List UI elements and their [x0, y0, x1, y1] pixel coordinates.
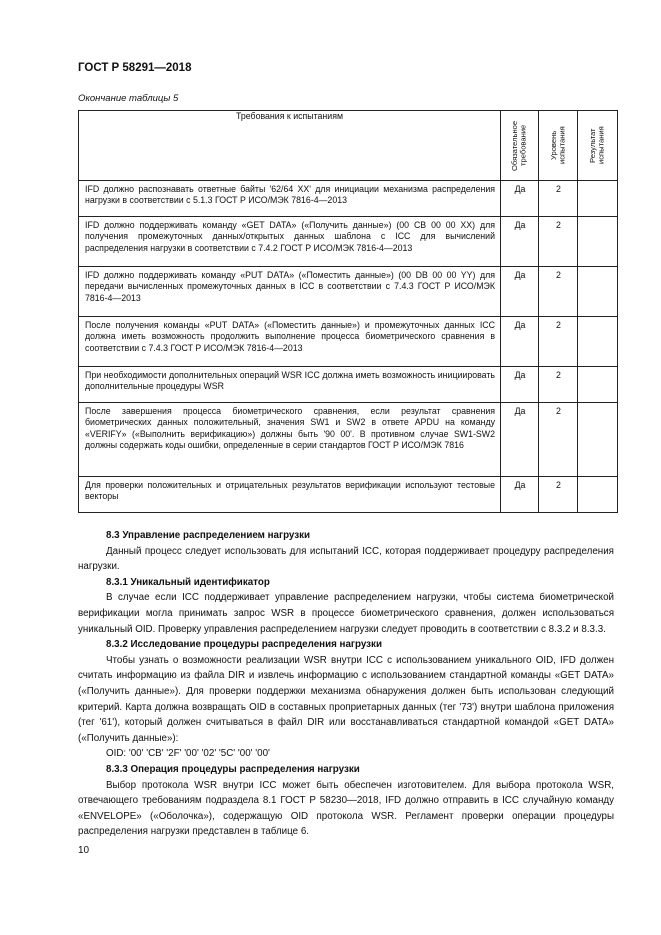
requirement-text: IFD должно поддерживать команду «PUT DATA» («Поместить данные») (00 DB 00 00 YY) для передачи вычисленных промежуточных данных в ICC в соответствии с 7.4.3 ГОСТ Р ИСО/МЭК 7816-4—2013	[79, 267, 501, 317]
table-row	[79, 181, 618, 217]
requirement-text: IFD должно распознавать ответные байты '62/64 XX' для инициации механизма распределения нагрузки в соответствии с 5.1.3 ГОСТ Р ИСО/МЭК 7816-4—2013	[79, 181, 501, 217]
paragraph: Выбор протокола WSR внутри ICC может быть обеспечен изготовителем. Для выбора протокола WSR, отвечающего требованиям подраздела 8.1 ГОСТ Р 58230—2018, IFD должно отправить в ICC случайную команду «ENVELOPE» («Оболочка»), содержащую OID протокола WSR. Регламент проверки операции процедуры распределения нагрузки представлен в таблице 6.	[78, 779, 614, 838]
level-value: 2	[539, 217, 578, 267]
mandatory-value: Да	[501, 477, 539, 513]
mandatory-value: Да	[501, 217, 539, 267]
table-header-row	[79, 111, 618, 181]
level-value: 2	[539, 267, 578, 317]
result-value	[578, 367, 618, 403]
table-caption: Окончание таблицы 5	[78, 93, 179, 104]
paragraph: Данный процесс следует использовать для испытаний ICC, которая поддерживает процедуру распределения нагрузки.	[78, 545, 614, 573]
level-value: 2	[539, 181, 578, 217]
table-row	[79, 317, 618, 367]
mandatory-value: Да	[501, 181, 539, 217]
result-value	[578, 217, 618, 267]
page-number: 10	[78, 845, 90, 856]
paragraph: Чтобы узнать о возможности реализации WSR внутри ICC с использованием уникального OID, IFD должен считать информацию из файла DIR и извлечь информацию с использованием стандартной команды «GET DATA» («Получить данные»). Для проверки поддержки механизма обнаружения должен быть использован следующий критерий. Карта должна возвращать OID в составных проприетарных данных (тег '73') внутри шаблона приложения (тег '61'), который должен считываться в файл DIR или восстанавливаться стандартной командой «GET DATA» («Получить данные»):	[78, 654, 614, 744]
requirement-text: Для проверки положительных и отрицательных результатов верификации используют тестовые векторы	[79, 477, 501, 513]
section-8-3-body	[78, 528, 614, 840]
heading-8-3: 8.3 Управление распределением нагрузки	[106, 530, 311, 541]
mandatory-value: Да	[501, 403, 539, 477]
result-value	[578, 181, 618, 217]
document-code: ГОСТ Р 58291—2018	[78, 62, 192, 74]
requirement-text: После завершения процесса биометрического сравнения, если результат сравнения биометрических данных положительный, значения SW1 и SW2 в ответе APDU на команду «VERIFY» («Выполнить верификацию») должны быть '90 00'. В противном случае SW1-SW2 должны содержать коды ошибки, определенные в серии стандартов ГОСТ Р ИСО/МЭК 7816	[79, 403, 501, 477]
result-value	[578, 403, 618, 477]
mandatory-value: Да	[501, 267, 539, 317]
table-row	[79, 367, 618, 403]
requirement-text: При необходимости дополнительных операций WSR ICC должна иметь возможность инициировать дополнительные процедуры WSR	[79, 367, 501, 403]
level-value: 2	[539, 403, 578, 477]
heading-8-3-3: 8.3.3 Операция процедуры распределения нагрузки	[106, 763, 360, 775]
table-row	[79, 267, 618, 317]
paragraph: В случае если ICC поддерживает управление распределением нагрузки, чтобы система биометрической верификации могла принимать запрос WSR в процессе биометрического сравнения, должен использоваться уникальный OID. Проверку управления распределением нагрузки следует проводить в соответствии с 8.3.2 и 8.3.3.	[78, 592, 614, 635]
table-row	[79, 403, 618, 477]
heading-8-3-2: 8.3.2 Исследование процедуры распределения нагрузки	[106, 639, 382, 651]
col-header-requirements: Требования к испытаниям	[79, 111, 501, 181]
col-header-mandatory: Обязательное требование	[501, 111, 539, 181]
table-row	[79, 477, 618, 513]
table-row	[79, 217, 618, 267]
requirement-text: IFD должно поддерживать команду «GET DATA» («Получить данные») (00 CB 00 00 XX) для получения промежуточных данных/открытых данных шаблона с ICC для вычислений распределения нагрузки в соответствии с 7.4.2 ГОСТ Р ИСО/МЭК 7816-4—2013	[79, 217, 501, 267]
level-value: 2	[539, 477, 578, 513]
result-value	[578, 267, 618, 317]
level-value: 2	[539, 367, 578, 403]
mandatory-value: Да	[501, 317, 539, 367]
heading-8-3-1: 8.3.1 Уникальный идентификатор	[106, 576, 270, 588]
requirement-text: После получения команды «PUT DATA» («Поместить данные») и промежуточных данных ICC должна иметь возможность продолжить выполнение процесса биометрического сравнения в соответствии с 7.4.3 ГОСТ Р ИСО/МЭК 7816-4—2013	[79, 317, 501, 367]
level-value: 2	[539, 317, 578, 367]
mandatory-value: Да	[501, 367, 539, 403]
oid-line: OID: '00' 'CB' '2F' '00' '02' '5C' '00' '00'	[106, 748, 270, 760]
requirements-table	[78, 110, 618, 513]
result-value	[578, 477, 618, 513]
result-value	[578, 317, 618, 367]
col-header-result: Результат испытания	[578, 111, 618, 181]
col-header-level: Уровень испытания	[539, 111, 578, 181]
